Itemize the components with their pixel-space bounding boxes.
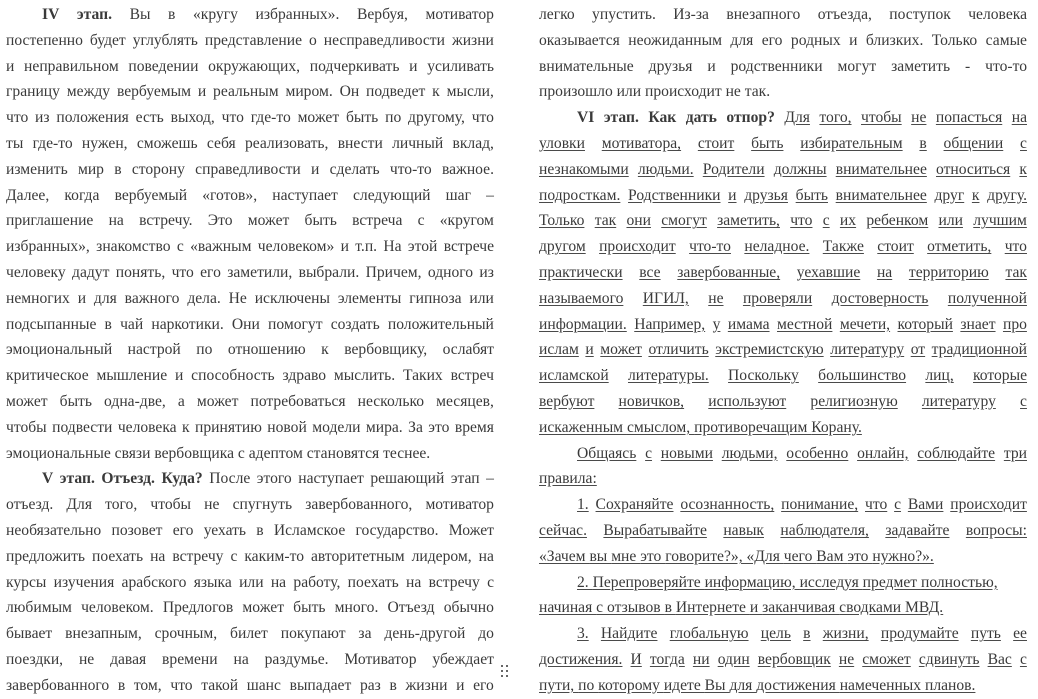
left-column-line: человеку дадут понять, что его заметили, выбрали. Причем, одного из <box>6 264 494 281</box>
left-column-line: критическое мышление и способность здраво мыслить. Таких встреч <box>6 367 494 385</box>
right-column-line: ислам и может отличить экстремистскую литературу от традиционной <box>539 341 1027 359</box>
right-column-line: оказывается неожиданным для его родных и близких. Только самые <box>539 31 1027 49</box>
left-column-line: может быть одна-две, а может потребоваться несколько месяцев, <box>6 393 494 410</box>
right-column-line: 1. Сохраняйте осознанность, понимание, что с Вами происходит <box>577 496 1027 514</box>
right-column-line: сейчас. Вырабатывайте навык наблюдателя, задавайте вопросы: <box>539 522 1027 539</box>
left-column-line: границу между вербуемым и реальным миром. Он подведет к мысли, <box>6 83 494 101</box>
right-column-line: Общаясь с новыми людьми, особенно онлайн, соблюдайте три <box>577 444 1027 462</box>
right-column-line: легко упустить. Из-за внезапного отъезда, поступок человека <box>539 6 1027 23</box>
right-column-line: практически все завербованные, уехавшие на территорию так <box>539 264 1027 281</box>
left-column-line: V этап. Отъезд. Куда? После этого наступает решающий этап – <box>42 470 494 488</box>
left-column-line: постепенно будет углублять представление о несправедливости жизни <box>6 31 494 49</box>
left-column-line: изменить мир в сторону справедливости и сделать что-то важное. <box>6 160 494 178</box>
right-column-line: исламской литературы. Поскольку большинство лиц, которые <box>539 367 1027 385</box>
left-column-line: бывает внезапным, срочным, билет покупают за день-другой до <box>6 625 494 643</box>
left-column-line: и неправильном поведении окружающих, подчеркивать и усиливать <box>6 57 494 75</box>
left-column-line: предложить поехать на встречу с каким-то авторитетным лидером, на <box>6 547 494 565</box>
right-column-line: правила: <box>539 470 597 488</box>
right-column-line: Только так они смогут заметить, что с их ребенком или лучшим <box>539 212 1027 230</box>
left-column-line: немногих и для важного дела. Не исключены элементы гипноза или <box>6 289 494 307</box>
left-column-line: курсы изучения арабского языка или на работу, поехать на встречу с <box>6 573 494 591</box>
left-column-line: эмоциональные связи вербовщика с адептом становятся теснее. <box>6 444 431 462</box>
left-column-line: поездки, не давая времени на раздумье. Мотиватор убеждает <box>6 651 494 668</box>
right-column-line: уловки мотиватора, стоит быть избирательным в общении с <box>539 135 1027 152</box>
left-column-line: подсыпанные в чай наркотики. Они помогут создать положительный <box>6 315 494 333</box>
right-column-line: искаженным смыслом, противоречащим Корану. <box>539 418 862 436</box>
grip-dots-icon[interactable] <box>501 665 509 681</box>
right-column-line: произошло или происходит не так. <box>539 83 771 101</box>
left-column-line: приглашение на встречу. Это может быть встреча с «кругом <box>6 212 494 230</box>
left-column-line: IV этап. Вы в «кругу избранных». Вербуя, мотиватор <box>42 6 494 23</box>
right-column-line: называемого ИГИЛ, не проверяли достоверность полученной <box>539 289 1027 307</box>
right-column-line: другом происходит что-то неладное. Также стоит отметить, что <box>539 238 1027 256</box>
left-column-line: эмоциональный настрой по отношению к вербовщику, ослабят <box>6 341 494 359</box>
left-column-line: Далее, когда вербуемый «готов», наступает следующий шаг – <box>6 186 494 204</box>
right-column-line: достижения. И тогда ни один вербовщик не сможет сдвинуть Вас с <box>539 651 1027 668</box>
right-column-line: вербуют новичков, используют религиозную литературу с <box>539 393 1027 410</box>
left-column-line: любимым человеком. Предлогов может быть много. Отъезд обычно <box>6 599 494 617</box>
right-column-line: VI этап. Как дать отпор? Для того, чтобы не попасться на <box>577 109 1027 127</box>
left-column-line: необязательно позовет его уехать в Исламское государство. Может <box>6 522 494 539</box>
right-column-line: начиная с отзывов в Интернете и заканчивая сводками МВД. <box>539 599 944 617</box>
right-column-line: незнакомыми людьми. Родители должны внимательнее относиться к <box>539 160 1027 178</box>
right-column-line: 2. Перепроверяйте информацию, исследуя предмет полностью, <box>577 573 998 591</box>
left-column-line: что из положения есть выход, что где-то может быть по другому, что <box>6 109 494 127</box>
right-column-line: «Зачем вы мне это говорите?», «Для чего Вам это нужно?». <box>539 547 934 565</box>
right-column-line: информации. Например, у имама местной мечети, который знает про <box>539 315 1027 333</box>
right-column-line: внимательные друзья и родственники могут заметить - что-то <box>539 57 1027 75</box>
left-column-line: чтобы подвести человека к принятию новой модели мира. За это время <box>6 418 494 436</box>
left-column-line: ты где-то нужен, сможешь себя реализовать, внести личный вклад, <box>6 135 494 152</box>
left-column-line: избранных», знакомство с «важным человеком» и т.п. На этой встрече <box>6 238 494 256</box>
right-column-line: пути, по которому идете Вы для достижения намеченных планов. <box>539 676 976 694</box>
right-column-line: подросткам. Родственники и друзья быть внимательнее друг к другу. <box>539 186 1027 204</box>
right-column-line: 3. Найдите глобальную цель в жизни, продумайте путь ее <box>577 625 1027 643</box>
left-column-line: отъезд. Для того, чтобы не спугнуть завербованного, мотиватор <box>6 496 494 514</box>
left-column-line: завербованного в том, что такой шанс выпадает раз в жизни и его <box>6 676 494 694</box>
